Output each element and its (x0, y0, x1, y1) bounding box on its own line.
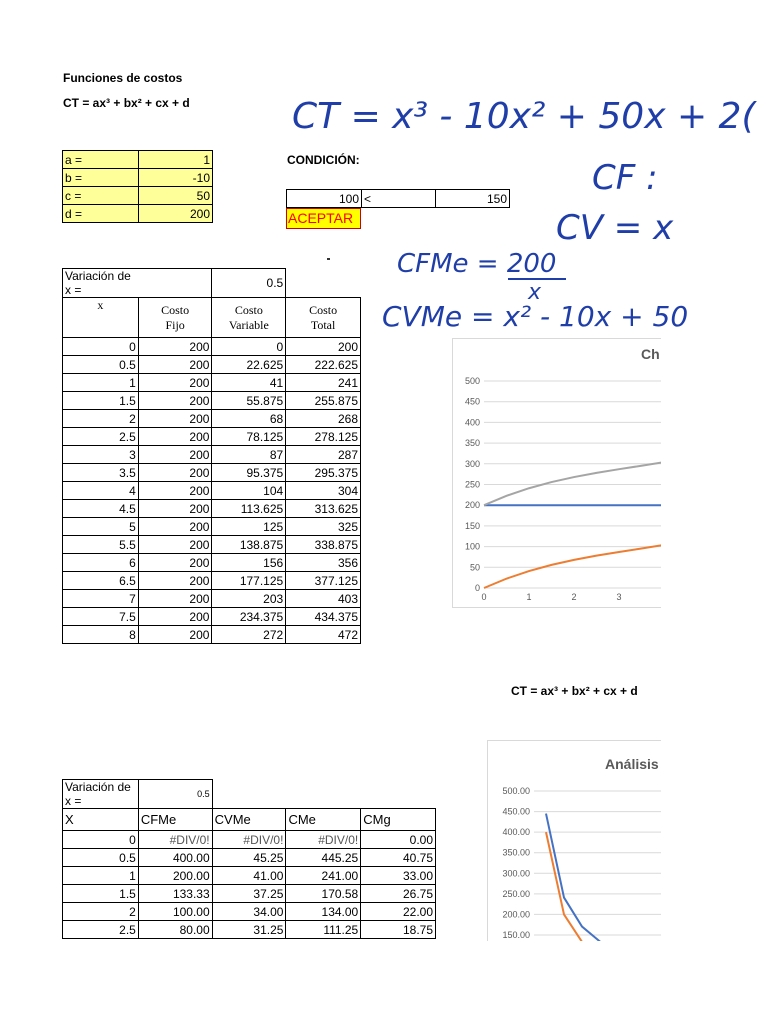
y-tick-label: 400 (464, 417, 480, 428)
table-cell[interactable]: 134.00 (286, 903, 361, 921)
table-cell[interactable]: 0.5 (63, 849, 139, 867)
table-cell[interactable]: 7.5 (63, 608, 139, 626)
table-cell[interactable]: 2.5 (63, 428, 139, 446)
table-cell[interactable]: 78.125 (212, 428, 286, 446)
param-label: d = (63, 205, 139, 223)
param-label: a = (63, 151, 139, 169)
table-row (63, 590, 361, 608)
table-row (63, 536, 361, 554)
y-tick-label: 150 (464, 520, 480, 531)
variation-label-2: Variación de x = (63, 780, 139, 809)
table-cell[interactable]: 7 (63, 590, 139, 608)
table-cell[interactable]: 4.5 (63, 500, 139, 518)
condition-label: CONDICIÓN: (287, 153, 360, 167)
table-cell[interactable]: 200 (138, 626, 212, 644)
table-cell[interactable]: 2.5 (63, 921, 139, 939)
y-tick-label: 100 (464, 541, 480, 552)
header-x: x (63, 298, 139, 338)
header-costo-fijo: Costo Fijo (138, 298, 212, 338)
handwritten-denominator: x (528, 280, 542, 305)
table-cell[interactable]: 3.5 (63, 464, 139, 482)
table-cell[interactable]: 4 (63, 482, 139, 500)
table-row (63, 338, 361, 356)
table-cell[interactable]: 33.00 (361, 867, 436, 885)
condition-result: ACEPTAR (288, 210, 354, 226)
table-cell[interactable]: 41.00 (212, 867, 286, 885)
document-title: Funciones de costos (63, 71, 183, 85)
handwritten-cvme: CVMe = x² - 10x + 50 (382, 300, 689, 333)
table-row (63, 554, 361, 572)
table-cell[interactable]: 338.875 (286, 536, 361, 554)
table-row (63, 356, 361, 374)
column-header: CFMe (138, 809, 212, 831)
cost-chart[interactable] (452, 338, 661, 608)
table-cell[interactable]: 5.5 (63, 536, 139, 554)
cost-formula-repeat: CT = ax³ + bx² + cx + d (511, 684, 638, 698)
column-header: CMe (286, 809, 361, 831)
table-row (63, 518, 361, 536)
x-tick-label: 0 (481, 592, 487, 602)
table-cell[interactable]: 200 (138, 392, 212, 410)
table-cell[interactable]: 18.75 (361, 921, 436, 939)
table-cell[interactable]: 125 (212, 518, 286, 536)
column-header: CMg (361, 809, 436, 831)
y-tick-label: 250 (464, 479, 480, 490)
condition-table (286, 189, 510, 208)
handwritten-cf: CF : (592, 158, 658, 198)
param-label: b = (63, 169, 139, 187)
header-costo-total: Costo Total (286, 298, 361, 338)
table-cell[interactable]: 377.125 (286, 572, 361, 590)
table-row (63, 464, 361, 482)
table-cell[interactable]: 138.875 (212, 536, 286, 554)
param-row (63, 169, 213, 187)
table-cell[interactable]: 0 (63, 831, 139, 849)
table-cell[interactable]: 37.25 (212, 885, 286, 903)
y-tick-label: 50 (469, 562, 480, 573)
table-row (63, 885, 436, 903)
table-cell[interactable]: #DIV/0! (212, 831, 286, 849)
y-tick-label: 200.00 (502, 909, 530, 920)
table-cell[interactable]: 34.00 (212, 903, 286, 921)
table-cell[interactable]: 5 (63, 518, 139, 536)
table-cell[interactable]: 80.00 (138, 921, 212, 939)
table-cell[interactable]: 6.5 (63, 572, 139, 590)
table-cell[interactable]: 55.875 (212, 392, 286, 410)
header-costo-variable: Costo Variable (212, 298, 286, 338)
table-cell[interactable]: 200 (138, 428, 212, 446)
table-row (63, 867, 436, 885)
table-cell[interactable]: 200 (138, 572, 212, 590)
handwritten-cv: CV = x (556, 208, 674, 248)
y-tick-label: 200 (464, 500, 480, 511)
chart-title: Ch (641, 346, 660, 362)
param-row (63, 187, 213, 205)
table-cell[interactable]: #DIV/0! (286, 831, 361, 849)
variation-value[interactable]: 0.5 (212, 269, 286, 298)
table-cell[interactable]: 200.00 (138, 867, 212, 885)
column-header: X (63, 809, 139, 831)
table-row (63, 482, 361, 500)
y-tick-label: 300 (464, 458, 480, 469)
table-row (63, 500, 361, 518)
series-line-costo-total (484, 462, 661, 505)
y-tick-label: 350.00 (502, 847, 530, 858)
table-cell[interactable]: 1 (63, 867, 139, 885)
cost-chart-svg (453, 339, 661, 607)
table-cell[interactable]: 234.375 (212, 608, 286, 626)
table-row (63, 374, 361, 392)
table-cell[interactable]: 200 (286, 338, 361, 356)
table-cell[interactable]: 445.25 (286, 849, 361, 867)
x-tick-label: 2 (571, 592, 577, 602)
table-cell[interactable]: 313.625 (286, 500, 361, 518)
y-tick-label: 350 (464, 438, 480, 449)
analysis-chart-svg (488, 741, 661, 941)
variation-value-2[interactable]: 0.5 (138, 780, 212, 809)
table-cell[interactable]: 8 (63, 626, 139, 644)
param-row (63, 205, 213, 223)
average-cost-table (62, 779, 436, 939)
table-cell[interactable]: 111.25 (286, 921, 361, 939)
y-tick-label: 150.00 (502, 930, 530, 940)
table-row (63, 849, 436, 867)
y-tick-label: 450.00 (502, 806, 530, 817)
table-cell[interactable]: 200 (138, 338, 212, 356)
table-cell[interactable]: 287 (286, 446, 361, 464)
x-tick-label: 1 (526, 592, 532, 602)
table-cell[interactable]: 200 (138, 554, 212, 572)
handwritten-cfme: CFMe = 200 (397, 249, 557, 279)
table-row (63, 572, 361, 590)
table-cell[interactable]: 104 (212, 482, 286, 500)
table-cell[interactable]: 45.25 (212, 849, 286, 867)
table-cell[interactable]: 241 (286, 374, 361, 392)
y-tick-label: 450 (464, 396, 480, 407)
table-row (63, 392, 361, 410)
table-cell[interactable]: 2 (63, 903, 139, 921)
y-tick-label: 0 (474, 583, 480, 593)
table-cell[interactable]: 472 (286, 626, 361, 644)
table-row (63, 608, 361, 626)
table-cell[interactable]: 68 (212, 410, 286, 428)
param-value[interactable]: 1 (139, 151, 213, 169)
table-cell[interactable]: 200 (138, 374, 212, 392)
table-cell[interactable]: 95.375 (212, 464, 286, 482)
column-header: CVMe (212, 809, 286, 831)
table-cell[interactable]: 31.25 (212, 921, 286, 939)
series-line-costo-variable (484, 545, 661, 588)
table-cell[interactable]: 200 (138, 608, 212, 626)
table-cell[interactable]: 200 (138, 500, 212, 518)
table-cell[interactable]: 295.375 (286, 464, 361, 482)
table-cell[interactable]: 26.75 (361, 885, 436, 903)
cost-table (62, 268, 361, 644)
stray-mark (327, 258, 330, 260)
condition-left[interactable]: 100 (287, 190, 362, 208)
y-tick-label: 300.00 (502, 868, 530, 879)
table-cell[interactable]: 40.75 (361, 849, 436, 867)
param-label: c = (63, 187, 139, 205)
param-value[interactable]: 50 (139, 187, 213, 205)
param-row (63, 151, 213, 169)
table-cell[interactable]: 304 (286, 482, 361, 500)
table-cell[interactable]: 1.5 (63, 885, 139, 903)
table-cell[interactable]: 2 (63, 410, 139, 428)
table-row (63, 446, 361, 464)
table-cell[interactable]: 278.125 (286, 428, 361, 446)
table-row (63, 903, 436, 921)
table-cell[interactable]: 22.00 (361, 903, 436, 921)
chart-title: Análisis (605, 756, 659, 772)
y-tick-label: 400.00 (502, 827, 530, 838)
table-cell[interactable]: 403 (286, 590, 361, 608)
param-value[interactable]: 200 (139, 205, 213, 223)
table-cell[interactable]: 200 (138, 446, 212, 464)
table-row (63, 921, 436, 939)
table-cell[interactable]: 200 (138, 482, 212, 500)
analysis-chart[interactable] (487, 740, 661, 941)
cost-formula: CT = ax³ + bx² + cx + d (63, 96, 190, 110)
param-value[interactable]: -10 (139, 169, 213, 187)
y-tick-label: 500 (464, 376, 480, 386)
table-cell[interactable]: 0 (212, 338, 286, 356)
table-cell[interactable]: 241.00 (286, 867, 361, 885)
condition-right[interactable]: 150 (436, 190, 510, 208)
table-cell[interactable]: 203 (212, 590, 286, 608)
table-cell[interactable]: 1 (63, 374, 139, 392)
table-cell[interactable]: 41 (212, 374, 286, 392)
table-row (63, 410, 361, 428)
condition-result-cell[interactable] (286, 208, 361, 229)
table-cell[interactable]: 1.5 (63, 392, 139, 410)
y-tick-label: 500.00 (502, 786, 530, 796)
table-cell[interactable]: 356 (286, 554, 361, 572)
condition-operator: < (362, 190, 436, 208)
table-cell[interactable]: 133.33 (138, 885, 212, 903)
parameters-table (62, 150, 213, 223)
table-row (63, 428, 361, 446)
table-cell[interactable]: 177.125 (212, 572, 286, 590)
table-cell[interactable]: 0.00 (361, 831, 436, 849)
table-cell[interactable]: 22.625 (212, 356, 286, 374)
table-cell[interactable]: 200 (138, 518, 212, 536)
table-cell[interactable]: 3 (63, 446, 139, 464)
table-cell[interactable]: 156 (212, 554, 286, 572)
table-row (63, 831, 436, 849)
table-cell[interactable]: 0.5 (63, 356, 139, 374)
table-cell[interactable]: 255.875 (286, 392, 361, 410)
table-cell[interactable]: 400.00 (138, 849, 212, 867)
table-cell[interactable]: 268 (286, 410, 361, 428)
table-cell[interactable]: 6 (63, 554, 139, 572)
table-cell[interactable]: 200 (138, 356, 212, 374)
table-cell[interactable]: 100.00 (138, 903, 212, 921)
table-cell[interactable]: #DIV/0! (138, 831, 212, 849)
table-cell[interactable]: 200 (138, 536, 212, 554)
x-tick-label: 3 (616, 592, 622, 602)
handwritten-ct: CT = x³ - 10x² + 50x + 2( (292, 96, 756, 137)
table-cell[interactable]: 434.375 (286, 608, 361, 626)
table-cell[interactable]: 113.625 (212, 500, 286, 518)
variation-label: Variación de x = (63, 269, 139, 298)
table-cell[interactable]: 170.58 (286, 885, 361, 903)
table-cell[interactable]: 272 (212, 626, 286, 644)
table-cell[interactable]: 325 (286, 518, 361, 536)
table-cell[interactable]: 200 (138, 464, 212, 482)
table-cell[interactable]: 0 (63, 338, 139, 356)
table-cell[interactable]: 200 (138, 410, 212, 428)
table-cell[interactable]: 222.625 (286, 356, 361, 374)
table-row (63, 626, 361, 644)
y-tick-label: 250.00 (502, 888, 530, 899)
table-cell[interactable]: 200 (138, 590, 212, 608)
table-cell[interactable]: 87 (212, 446, 286, 464)
